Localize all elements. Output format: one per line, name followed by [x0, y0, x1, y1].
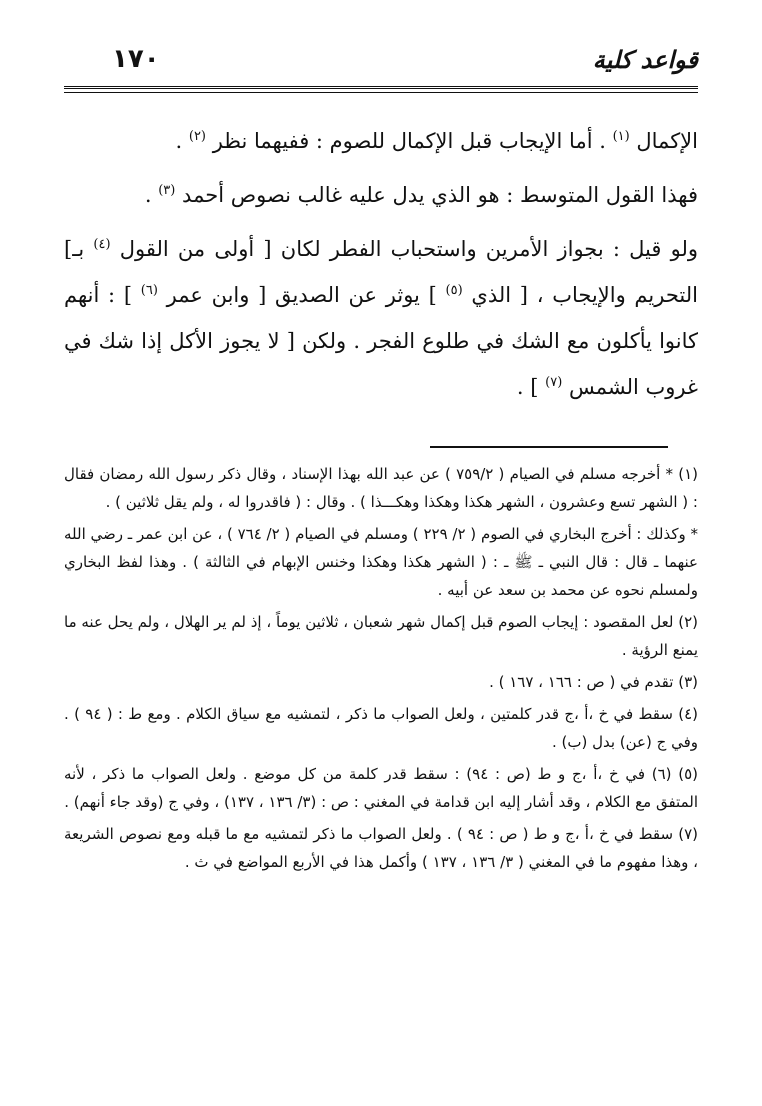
footnote-ref: (٣)	[158, 183, 176, 198]
footnote-ref: (٥)	[445, 283, 463, 298]
main-text	[64, 118, 698, 418]
text-span: .	[175, 129, 183, 153]
footnote-ref: (٤)	[93, 237, 111, 252]
text-span: ] يوثر عن الصديق [ وابن عمر	[166, 283, 437, 307]
paragraph-2	[64, 172, 698, 218]
footnote: (١) * أخرجه مسلم في الصيام ( ٧٥٩/٢ ) عن عبد الله بهذا الإسناد ، وقال ذكر رسول الله رمضان فقال : ( الشهر تسع وعشرون ، الشهر هكذا وهكذا وهكـــذا ) . وقال : ( فاقدروا له ، ولم يقل ثلاثين ) .	[64, 465, 698, 511]
text-span: ] .	[516, 375, 539, 399]
paragraph-1	[64, 118, 698, 164]
footnote: * وكذلك : أخرج البخاري في الصوم ( ٢/ ٢٢٩ ) ومسلم في الصيام ( ٢/ ٧٦٤ ) ، عن ابن عمر ـ رضي الله عنهما ـ قال : قال النبي ـ ﷺ ـ : ( الشهر هكذا وهكذا وخنس الإبهام في الثالثة ) . وهذا لفظ البخاري ولمسلم نحوه عن محمد بن سعد عن أبيه .	[64, 525, 698, 599]
footnote: (٤) سقط في خ ،أ ،ج قدر كلمتين ، ولعل الصواب ما ذكر ، لتمشيه مع سياق الكلام . ومع ط : ( ٩٤ ) . وفي ج (عن) بدل (ب) .	[64, 705, 698, 751]
text-span: ] : أنهم كانوا يأكلون مع الشك في طلوع الفجر . ولكن [ لا يجوز الأكل إذا شك في غروب الشمس	[64, 283, 698, 399]
text-span: ولو قيل : بجواز الأمرين واستحباب الفطر لكان [ أولى من القول	[119, 237, 699, 261]
page-header	[64, 40, 698, 90]
footnote-ref: (٧)	[545, 375, 563, 390]
text-span: فهذا القول المتوسط : هو الذي يدل عليه غالب نصوص أحمد	[182, 183, 698, 207]
footnote: (٧) سقط في خ ،أ ،ج و ط ( ص : ٩٤ ) . ولعل الصواب ما ذكر لتمشيه مع ما قبله ومع نصوص الشريعة ، وهذا مفهوم ما في المغني ( ٣/ ١٣٦ ، ١٣٧ ) وأكمل هذا في الأربع المواضع في ث .	[64, 825, 698, 871]
footnote: (٢) لعل المقصود : إيجاب الصوم قبل إكمال شهر شعبان ، ثلاثين يوماً ، إذ لم ير الهلال ، ولم يحل عنه ما يمنع الرؤية .	[64, 613, 698, 659]
running-title: قواعد كلية	[592, 46, 698, 74]
header-rule	[64, 86, 698, 93]
footnote: (٣) تقدم في ( ص : ١٦٦ ، ١٦٧ ) .	[489, 673, 698, 691]
text-span: .	[144, 183, 152, 207]
footnote-ref: (١)	[612, 129, 630, 144]
footnote-ref: (٦)	[140, 283, 158, 298]
text-span: . أما الإيجاب قبل الإكمال للصوم : ففيهما نظر	[212, 129, 606, 153]
paragraph-3	[64, 226, 698, 410]
text-span: الإكمال	[636, 129, 698, 153]
page-number: ١٧٠	[112, 44, 160, 74]
footnote-separator	[430, 446, 668, 448]
footnote-ref: (٢)	[188, 129, 206, 144]
footnote: (٥) (٦) في خ ،أ ،ج و ط (ص : ٩٤) : سقط قدر كلمة من كل موضع . ولعل الصواب ما ذكر ، لأنه المتفق مع الكلام ، وقد أشار إليه ابن قدامة في المغني : ص : (٣/ ١٣٦ ، ١٣٧) ، وفي ج (وقد جاء أنهم) .	[64, 765, 698, 811]
text-span: بـ] التحريم والإيجاب ، [ الذي	[64, 237, 698, 307]
footnotes	[64, 460, 698, 880]
